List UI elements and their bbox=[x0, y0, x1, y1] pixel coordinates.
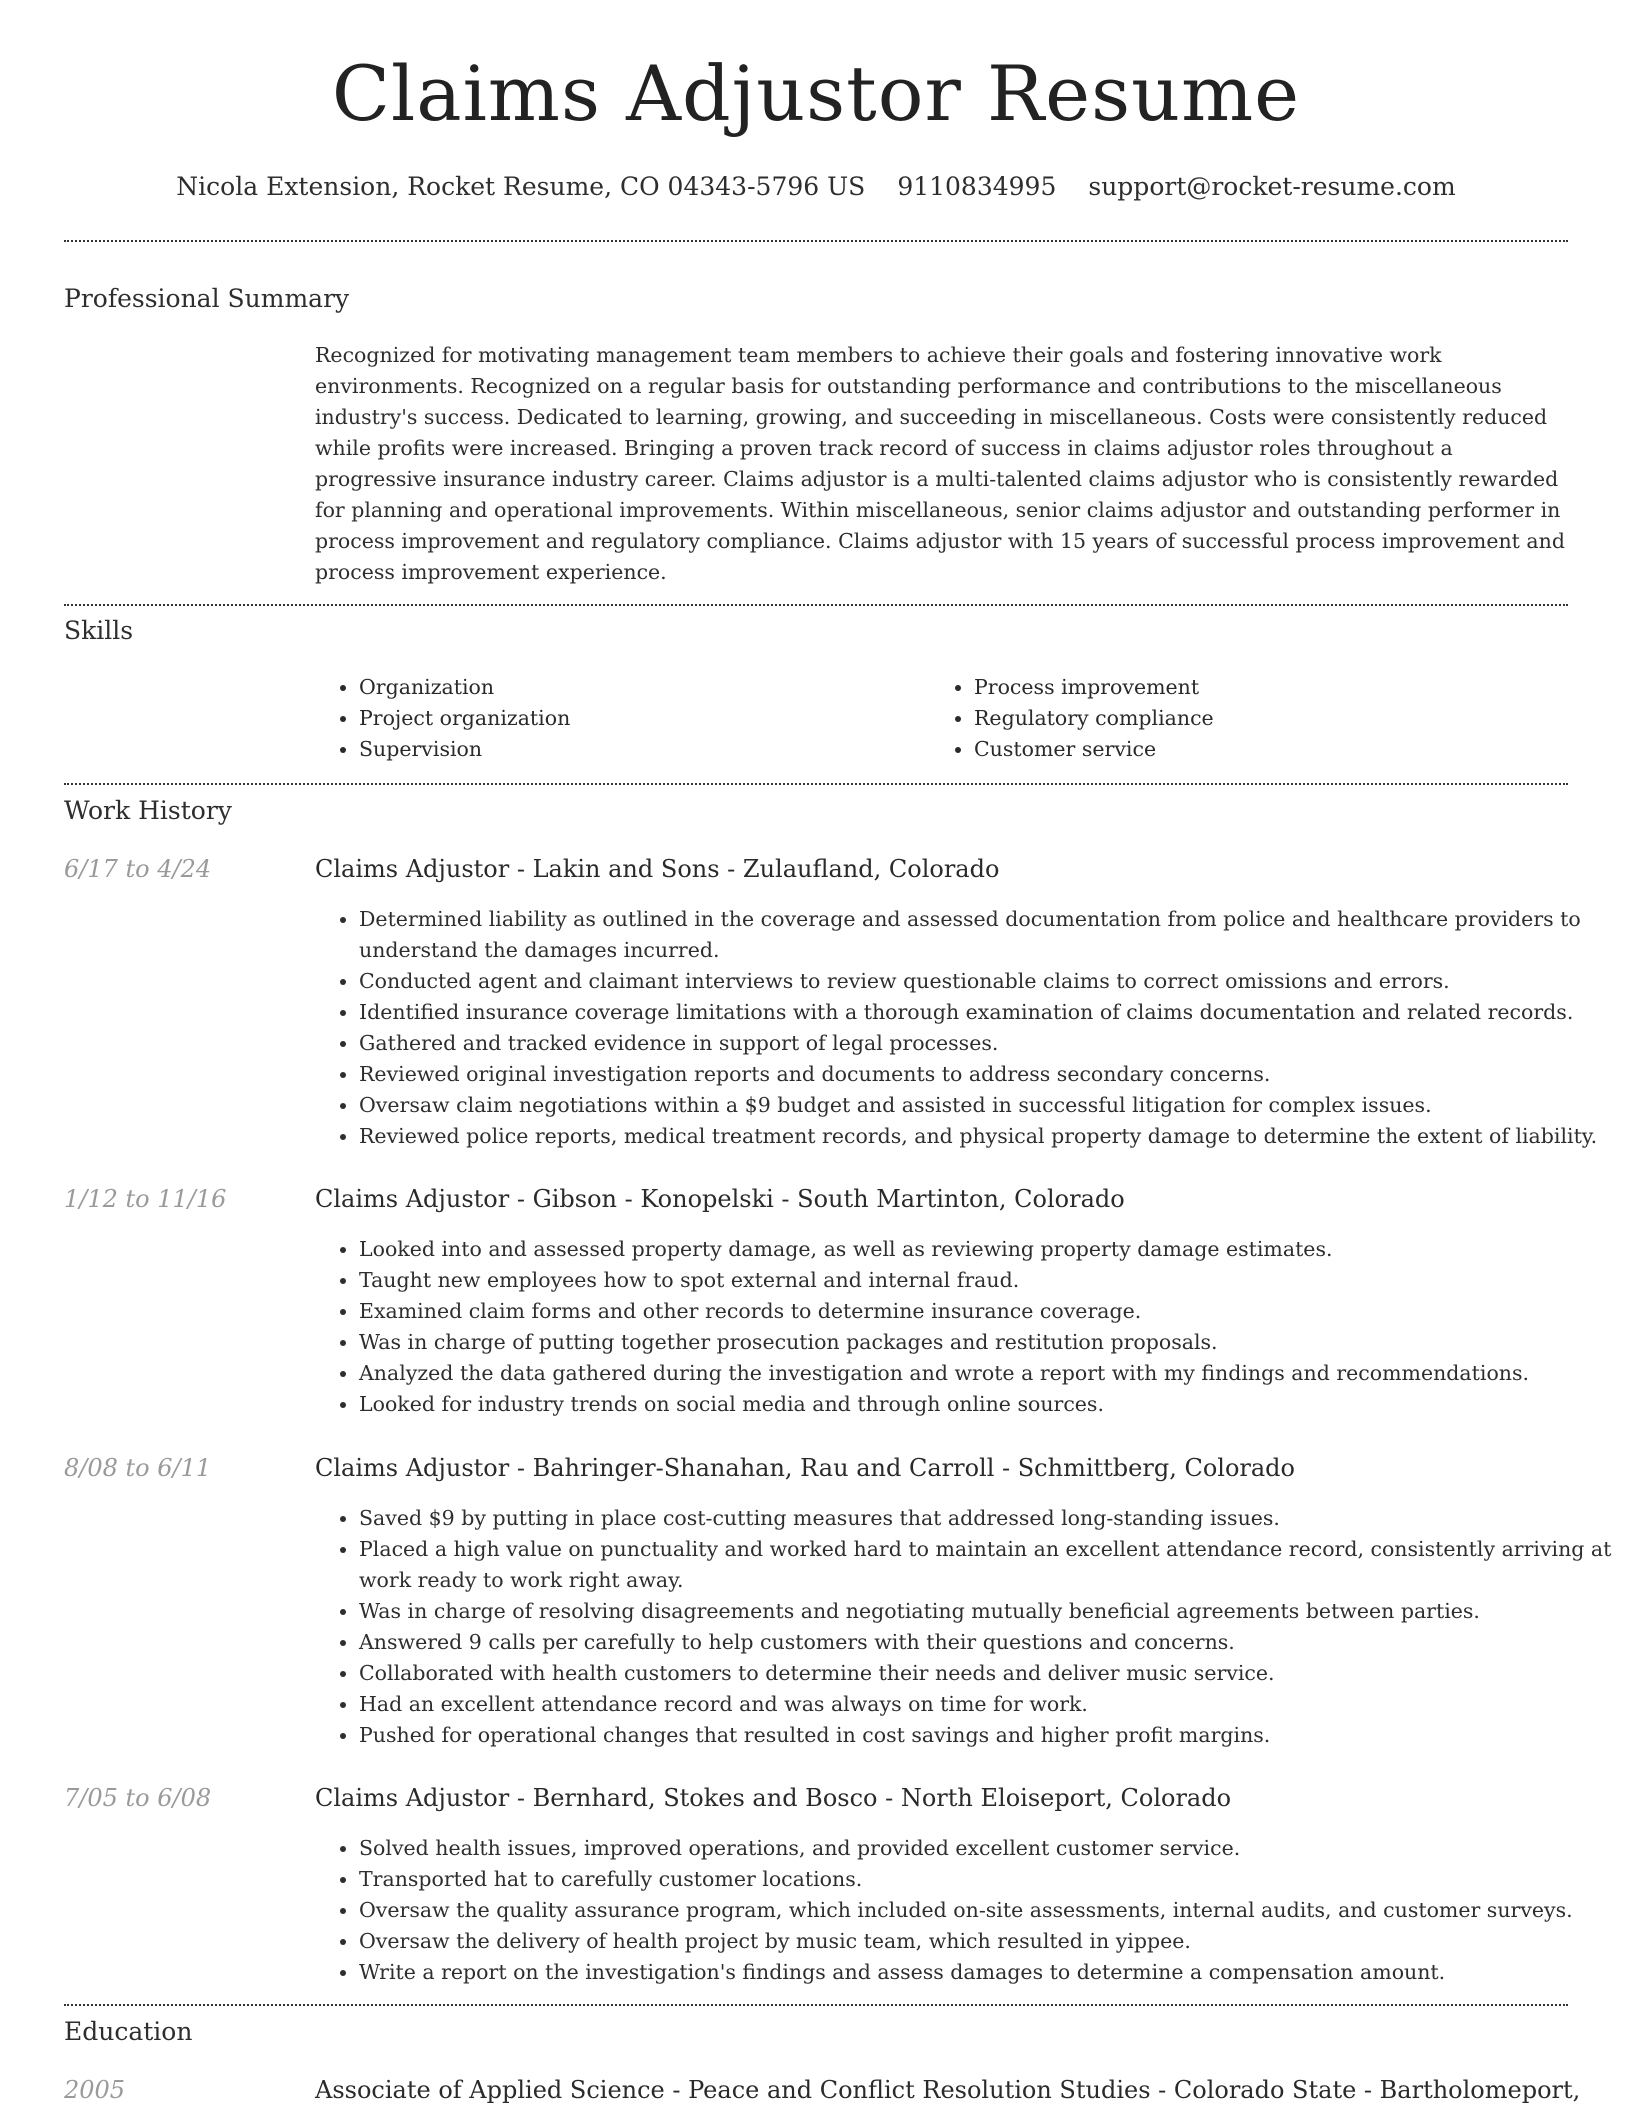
job-bullet: • Answered 9 calls per carefully to help customers with their questions and concerns. bbox=[359, 1627, 1612, 1658]
job-bullet: • Identified insurance coverage limitations with a thorough examination of claims documentation and related records. bbox=[359, 997, 1612, 1028]
skill-item: • Supervision bbox=[359, 734, 919, 765]
skill-item: • Regulatory compliance bbox=[974, 703, 1534, 734]
job-bullet: • Placed a high value on punctuality and worked hard to maintain an excellent attendance record, consistently arriving at work ready to work right away. bbox=[359, 1534, 1612, 1596]
job-bullet: • Taught new employees how to spot external and internal fraud. bbox=[359, 1265, 1612, 1296]
education-title: Associate of Applied Science - Peace and Conflict Resolution Studies - Colorado State - Bartholomeport, bbox=[315, 2076, 1581, 2104]
summary-heading: Professional Summary bbox=[64, 284, 350, 313]
job-bullet: • Examined claim forms and other records to determine insurance coverage. bbox=[359, 1296, 1612, 1327]
skills-column-right bbox=[930, 672, 1534, 765]
job-bullets bbox=[315, 904, 1612, 1152]
job-dates: 7/05 to 6/08 bbox=[64, 1784, 212, 1812]
skill-item: • Customer service bbox=[974, 734, 1534, 765]
job-bullet: • Was in charge of putting together prosecution packages and restitution proposals. bbox=[359, 1327, 1612, 1358]
job-title: Claims Adjustor - Bahringer-Shanahan, Rau and Carroll - Schmittberg, Colorado bbox=[315, 1454, 1295, 1482]
section-divider bbox=[64, 2004, 1568, 2006]
job-title: Claims Adjustor - Lakin and Sons - Zulaufland, Colorado bbox=[315, 855, 1000, 883]
skill-item: • Process improvement bbox=[974, 672, 1534, 703]
job-bullet: • Saved $9 by putting in place cost-cutting measures that addressed long-standing issues. bbox=[359, 1503, 1612, 1534]
summary-text: Recognized for motivating management team members to achieve their goals and fostering innovative work environments. Recognized on a regular basis for outstanding performance and contributions to the miscellaneous industry's success. Dedicated to learning, growing, and succeeding in miscellaneous. Costs were consistently reduced while profits were increased. Bringing a proven track record of success in claims adjustor roles throughout a progressive insurance industry career. Claims adjustor is a multi-talented claims adjustor who is consistently rewarded for planning and operational improvements. Within miscellaneous, senior claims adjustor and outstanding performer in process improvement and regulatory compliance. Claims adjustor with 15 years of successful process improvement and process improvement experience. bbox=[315, 343, 1565, 584]
section-divider bbox=[64, 783, 1568, 785]
job-bullet: • Write a report on the investigation's findings and assess damages to determine a compensation amount. bbox=[359, 1957, 1612, 1988]
job-bullet: • Collaborated with health customers to determine their needs and deliver music service. bbox=[359, 1658, 1612, 1689]
job-bullet: • Looked into and assessed property damage, as well as reviewing property damage estimates. bbox=[359, 1234, 1612, 1265]
education-heading: Education bbox=[64, 2017, 193, 2046]
job-bullets bbox=[315, 1234, 1612, 1420]
contact-line bbox=[0, 172, 1632, 201]
job-bullet: • Looked for industry trends on social media and through online sources. bbox=[359, 1389, 1612, 1420]
job-bullet: • Transported hat to carefully customer locations. bbox=[359, 1864, 1612, 1895]
contact-phone: 9110834995 bbox=[897, 172, 1057, 201]
job-bullet: • Reviewed original investigation reports and documents to address secondary concerns. bbox=[359, 1059, 1612, 1090]
job-bullet: • Determined liability as outlined in the coverage and assessed documentation from police and healthcare providers to understand the damages incurred. bbox=[359, 904, 1612, 966]
job-bullet: • Analyzed the data gathered during the investigation and wrote a report with my findings and recommendations. bbox=[359, 1358, 1612, 1389]
resume-title: Claims Adjustor Resume bbox=[331, 49, 1301, 138]
job-bullet: • Was in charge of resolving disagreements and negotiating mutually beneficial agreements between parties. bbox=[359, 1596, 1612, 1627]
job-bullet: • Oversaw the quality assurance program, which included on-site assessments, internal audits, and customer surveys. bbox=[359, 1895, 1612, 1926]
skills-heading: Skills bbox=[64, 616, 134, 645]
job-bullet: • Oversaw claim negotiations within a $9 budget and assisted in successful litigation for complex issues. bbox=[359, 1090, 1612, 1121]
work-history-heading: Work History bbox=[64, 796, 232, 825]
job-bullet: • Had an excellent attendance record and was always on time for work. bbox=[359, 1689, 1612, 1720]
skill-item: • Project organization bbox=[359, 703, 919, 734]
contact-email: support@rocket-resume.com bbox=[1088, 172, 1456, 201]
contact-address: Nicola Extension, Rocket Resume, CO 04343-5796 US bbox=[176, 172, 866, 201]
skills-column-left bbox=[315, 672, 919, 765]
education-date: 2005 bbox=[64, 2076, 126, 2104]
job-title: Claims Adjustor - Gibson - Konopelski - South Martinton, Colorado bbox=[315, 1185, 1125, 1213]
job-bullet: • Reviewed police reports, medical treatment records, and physical property damage to determine the extent of liability. bbox=[359, 1121, 1612, 1152]
job-bullet: • Solved health issues, improved operations, and provided excellent customer service. bbox=[359, 1833, 1612, 1864]
job-bullets bbox=[315, 1833, 1612, 1988]
job-bullet: • Oversaw the delivery of health project by music team, which resulted in yippee. bbox=[359, 1926, 1612, 1957]
job-dates: 1/12 to 11/16 bbox=[64, 1185, 227, 1213]
job-bullet: • Gathered and tracked evidence in support of legal processes. bbox=[359, 1028, 1612, 1059]
job-dates: 8/08 to 6/11 bbox=[64, 1454, 212, 1482]
job-title: Claims Adjustor - Bernhard, Stokes and Bosco - North Eloiseport, Colorado bbox=[315, 1784, 1232, 1812]
summary-section bbox=[315, 340, 1568, 588]
job-bullets bbox=[315, 1503, 1612, 1751]
section-divider bbox=[64, 240, 1568, 242]
job-dates: 6/17 to 4/24 bbox=[64, 855, 212, 883]
job-bullet: • Pushed for operational changes that resulted in cost savings and higher profit margins. bbox=[359, 1720, 1612, 1751]
skill-item: • Organization bbox=[359, 672, 919, 703]
section-divider bbox=[64, 604, 1568, 606]
job-bullet: • Conducted agent and claimant interviews to review questionable claims to correct omissions and errors. bbox=[359, 966, 1612, 997]
